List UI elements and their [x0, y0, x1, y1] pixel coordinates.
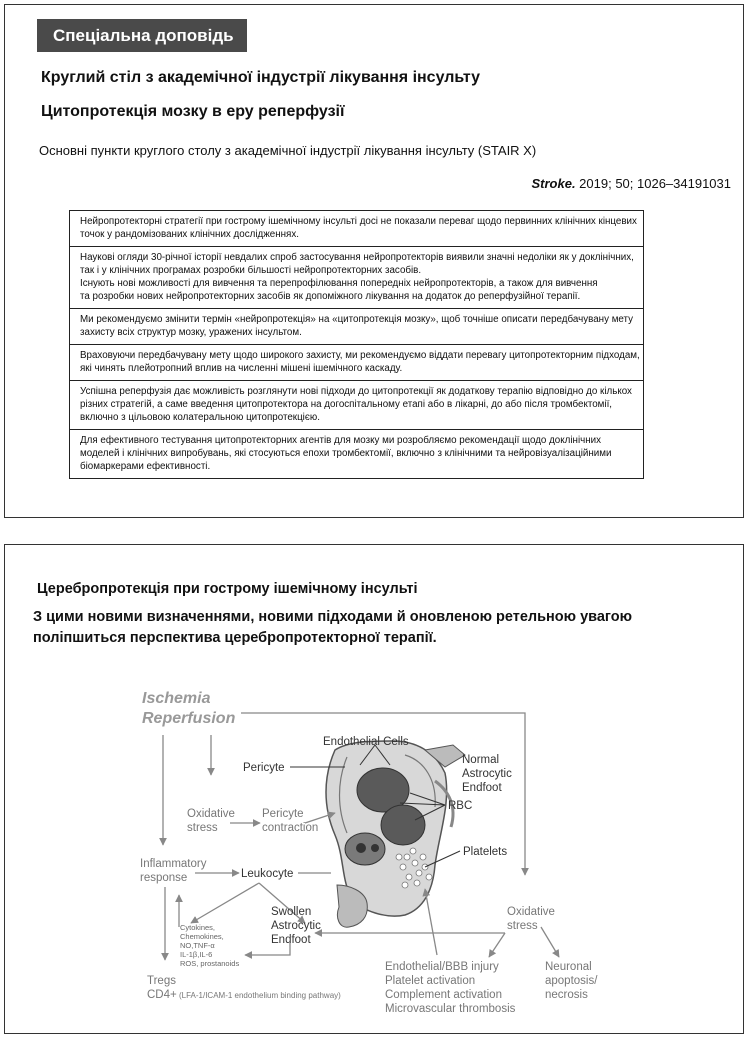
neuronal-label: Neuronal: [545, 961, 592, 973]
key-point-line: Існують нові можливості для вивчення та перепрофілювання попередніх нейропротекторів, а також для вивчення: [80, 278, 598, 289]
endothelial-bbb-label: Endothelial/BBB injury: [385, 961, 499, 973]
oxidative-stress-2-label-2: stress: [507, 920, 538, 932]
key-point-line: та розробки нових нейропротекторних засобів як допоміжного лікування на додаток до реперфузійної терапії.: [80, 291, 581, 302]
key-point-row: [70, 308, 643, 344]
key-point-line: Враховуючи передбачувану мету щодо широкого захисту, ми рекомендуємо віддати перевагу цитопротекторним підходам,: [80, 350, 640, 361]
special-report-badge: Спеціальна доповідь: [37, 19, 247, 52]
oxidative-label: Oxidative: [187, 808, 235, 820]
leukocyte-nucleus-2: [371, 844, 379, 852]
special-report-panel: [4, 4, 744, 518]
ischemia-label: Ischemia: [142, 690, 211, 707]
key-point-line: Для ефективного тестування цитопротекторних агентів для мозку ми розробляємо рекомендації щодо доклінічних: [80, 435, 602, 446]
key-point-line: точок у рандомізованих клінічних дослідженнях.: [80, 229, 299, 240]
response-label: response: [140, 872, 188, 884]
key-point-row: [70, 211, 643, 246]
platelet-activation-label: Platelet activation: [385, 975, 476, 987]
interleukins-label: IL-1β,IL-6: [180, 950, 213, 959]
citation-journal: Stroke.: [531, 176, 576, 191]
cerebroprotection-panel: [4, 544, 744, 1034]
leukocyte-nucleus: [356, 843, 366, 853]
key-point-row: [70, 429, 643, 478]
key-point-line: біомаркерами ефективності.: [80, 461, 211, 472]
roundtable-title: Круглий стіл з академічної індустрії лікування інсульту: [41, 69, 480, 86]
cerebroprotection-heading: Церебропротекція при гострому ішемічному інсульті: [37, 581, 418, 597]
endfoot-label: Endfoot: [462, 782, 502, 794]
platelets-label: Platelets: [463, 846, 508, 858]
key-point-row: [70, 246, 643, 308]
pericyte-label: Pericyte: [243, 762, 285, 774]
key-point-line: так і у клінічних програмах розробки більшості нейропротекторних засобів.: [80, 265, 422, 276]
key-point-line: Ми рекомендуємо змінити термін «нейропротекція» на «цитопротекція мозку», щоб точніше описати передбачувану мету: [80, 314, 634, 325]
cd4-main: CD4+: [147, 989, 177, 1001]
tregs-label: Tregs: [147, 975, 176, 987]
ischemia-reperfusion-diagram: [5, 545, 743, 1033]
key-point-line: які чинять плейотропний вплив на численні мішені ішемічного каскаду.: [80, 363, 403, 374]
astrocytic-label: Astrocytic: [462, 768, 512, 780]
oxidative-stress-2-label-1: Oxidative: [507, 906, 555, 918]
cytoprotection-title: Цитопротекція мозку в еру реперфузії: [41, 103, 345, 120]
swollen-astrocytic-label: Astrocytic: [271, 920, 321, 932]
key-point-row: [70, 344, 643, 380]
key-point-line: моделей і клінічних випробувань, які стосуються епохи тромбектомії, включно з клінічними та нейровізуалізаційними: [80, 448, 612, 459]
rbc-label: RBC: [448, 800, 473, 812]
citation-details: 2019; 50; 1026–34191031: [575, 176, 731, 191]
cd4-label: [147, 989, 341, 1001]
vessel-illustration: [326, 741, 465, 927]
leukocyte-label: Leukocyte: [241, 868, 294, 880]
pericyte-contraction-label-2: contraction: [262, 822, 319, 834]
key-point-line: захисту всіх структур мозку, уражених інсультом.: [80, 327, 302, 338]
microvascular-thrombosis-label: Microvascular thrombosis: [385, 1003, 516, 1015]
stress-label: stress: [187, 822, 218, 834]
chemokines-label: Chemokines,: [180, 932, 224, 941]
cd4-detail: (LFA-1/ICAM-1 endothelium binding pathway): [176, 991, 341, 1000]
stair-subtitle: Основні пункти круглого столу з академічної індустрії лікування інсульту (STAIR X): [39, 143, 537, 158]
outlook-line-1: З цими новими визначеннями, новими підходами й оновленою ретельною увагою: [33, 609, 633, 625]
necrosis-label: necrosis: [545, 989, 588, 1001]
rbc-shape-2: [381, 805, 425, 845]
normal-label: Normal: [462, 754, 500, 766]
key-point-line: Успішна реперфузія дає можливість розглянути нові підходи до цитопротекції як додаткову терапію відповідно до кількох: [80, 386, 632, 397]
swollen-endfoot-label: Endfoot: [271, 934, 311, 946]
swollen-label: Swollen: [271, 906, 312, 918]
outlook-line-2: поліпшиться перспектива церебропротекторної терапії.: [33, 630, 437, 646]
inflammatory-label: Inflammatory: [140, 858, 207, 870]
complement-activation-label: Complement activation: [385, 989, 502, 1001]
key-point-line: Наукові огляди 30-річної історії невдалих спроб застосування нейропротекторів виявили значні недоліки як у доклінічних,: [80, 252, 634, 263]
cytokines-label: Cytokines,: [180, 923, 216, 932]
key-point-row: [70, 380, 643, 429]
apoptosis-label: apoptosis/: [545, 975, 598, 987]
citation: [531, 176, 731, 191]
no-tnf-label: NO,TNF-α: [180, 941, 215, 950]
key-point-line: Нейропротекторні стратегії при гострому ішемічному інсульті досі не показали переваг щодо первинних клінічних кінцевих: [80, 216, 637, 227]
ros-label: ROS, prostanoids: [180, 959, 240, 968]
key-point-line: включно з цільовою колатеральною цитопротекцією.: [80, 412, 320, 423]
reperfusion-label: Reperfusion: [142, 710, 236, 727]
key-points-table: [69, 210, 644, 479]
endothelial-cells-label: Endothelial Cells: [323, 736, 409, 748]
key-point-line: різних стратегій, а саме введення цитопротектора на догоспітальному етапі або в лікарні, до або після тромбектомії,: [80, 399, 613, 410]
pericyte-contraction-label-1: Pericyte: [262, 808, 304, 820]
